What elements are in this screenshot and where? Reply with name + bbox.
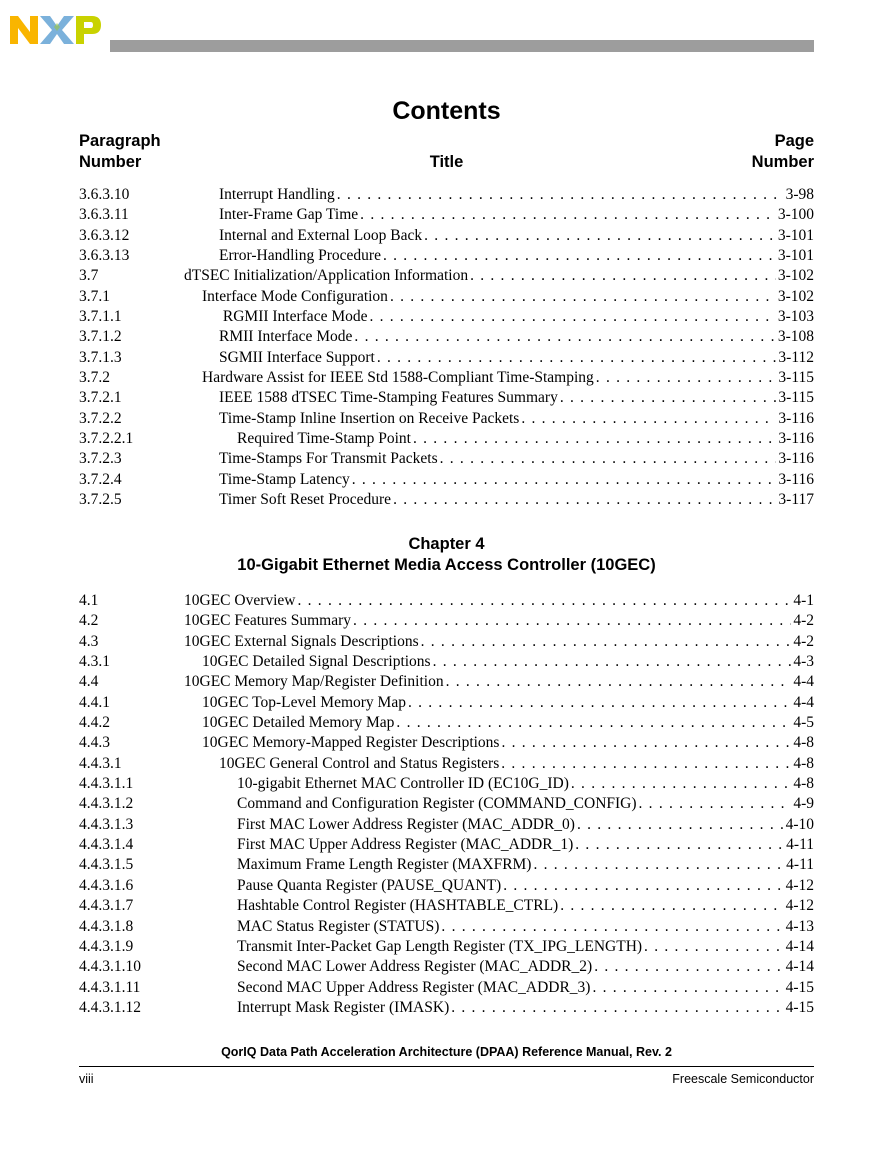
- footer-divider: [79, 1066, 814, 1067]
- toc-entry-number: 3.7.1.3: [79, 348, 122, 366]
- toc-leader-dots: [446, 672, 792, 692]
- toc-leader-dots: [390, 287, 776, 307]
- toc-entry-page: 4-8: [793, 734, 814, 752]
- toc-entry-number: 4.4.3.1.6: [79, 876, 134, 894]
- toc-entry[interactable]: [79, 835, 814, 855]
- toc-entry-page: 3-102: [777, 287, 814, 305]
- toc-leader-dots: [369, 307, 775, 327]
- toc-entry-number: 3.7.1.2: [79, 328, 122, 346]
- toc-entry-title: 10GEC Detailed Signal Descriptions: [202, 653, 431, 671]
- toc-entry-number: 4.4.3.1.10: [79, 958, 141, 976]
- toc-entry-page: 3-115: [778, 369, 814, 387]
- toc-entry-page: 4-14: [785, 937, 814, 955]
- toc-entry-line: [237, 855, 814, 875]
- toc-entry-line: [237, 876, 814, 896]
- toc-entry[interactable]: [79, 429, 814, 449]
- toc-entry-title: First MAC Upper Address Register (MAC_ADDR_1): [237, 836, 574, 854]
- toc-entry-page: 3-100: [777, 206, 814, 224]
- toc-leader-dots: [503, 876, 783, 896]
- toc-entry-title: 10GEC Memory-Mapped Register Descriptions: [202, 734, 500, 752]
- toc-entry[interactable]: [79, 998, 814, 1018]
- toc-entry-title: RGMII Interface Mode: [219, 308, 368, 326]
- toc-list-chapter-3: [79, 185, 814, 511]
- toc-leader-dots: [396, 713, 791, 733]
- toc-entry-number: 4.4.3.1.4: [79, 836, 134, 854]
- toc-entry[interactable]: [79, 205, 814, 225]
- toc-entry[interactable]: [79, 368, 814, 388]
- toc-entry-title: Error-Handling Procedure: [219, 247, 381, 265]
- toc-entry-line: [237, 978, 814, 998]
- toc-entry-line: [237, 998, 814, 1018]
- nxp-logo-icon: [10, 12, 102, 48]
- toc-entry-page: 4-4: [793, 693, 814, 711]
- toc-entry[interactable]: [79, 470, 814, 490]
- toc-entry-line: [184, 672, 814, 692]
- toc-leader-dots: [596, 368, 777, 388]
- toc-entry-title: Interface Mode Configuration: [202, 287, 388, 305]
- toc-entry-page: 4-13: [785, 917, 814, 935]
- toc-leader-dots: [383, 246, 776, 266]
- toc-entry-number: 4.3.1: [79, 653, 110, 671]
- toc-entry-title: Time-Stamp Inline Insertion on Receive Packets: [219, 409, 520, 427]
- toc-entry-title: RMII Interface Mode: [219, 328, 353, 346]
- page-heading-label: Page: [774, 132, 814, 150]
- toc-entry-number: 4.3: [79, 632, 99, 650]
- toc-entry-line: [219, 449, 814, 469]
- toc-entry-page: 4-12: [785, 897, 814, 915]
- toc-leader-dots: [393, 490, 776, 510]
- paragraph-heading-label: Paragraph: [79, 132, 161, 150]
- toc-entry-number: 4.2: [79, 612, 99, 630]
- toc-entry-title: Second MAC Lower Address Register (MAC_ADDR_2): [237, 958, 593, 976]
- toc-entry[interactable]: [79, 185, 814, 205]
- toc-entry[interactable]: [79, 611, 814, 631]
- toc-entry-title: Command and Configuration Register (COMMAND_CONFIG): [237, 795, 637, 813]
- toc-entry-number: 4.4.3.1.2: [79, 795, 134, 813]
- toc-leader-dots: [451, 998, 783, 1018]
- toc-entry-line: [219, 470, 814, 490]
- chapter-label: Chapter 4: [408, 535, 485, 553]
- toc-entry[interactable]: [79, 896, 814, 916]
- toc-entry-line: [202, 652, 814, 672]
- toc-entry-page: 4-2: [793, 632, 814, 650]
- header-bar: [110, 40, 814, 52]
- footer-company: Freescale Semiconductor: [672, 1072, 814, 1086]
- toc-entry[interactable]: [79, 733, 814, 753]
- toc-entry[interactable]: [79, 409, 814, 429]
- toc-entry-number: 4.4.3.1.5: [79, 856, 134, 874]
- toc-entry-title: SGMII Interface Support: [219, 348, 375, 366]
- toc-entry-number: 3.7.2.1: [79, 389, 122, 407]
- toc-entry-page: 4-4: [793, 673, 814, 691]
- toc-entry[interactable]: [79, 876, 814, 896]
- toc-entry-number: 3.6.3.13: [79, 247, 130, 265]
- toc-leader-dots: [470, 266, 776, 286]
- toc-leader-dots: [352, 470, 777, 490]
- toc-entry-number: 4.4: [79, 673, 99, 691]
- toc-entry-title: 10GEC Overview: [184, 592, 296, 609]
- toc-entry-number: 3.7.1.1: [79, 308, 122, 326]
- toc-entry-page: 4-1: [793, 592, 814, 609]
- toc-entry[interactable]: [79, 388, 814, 408]
- toc-list-chapter-4: [79, 591, 814, 1018]
- toc-entry-title: Required Time-Stamp Point: [237, 430, 411, 448]
- toc-entry-number: 4.4.1: [79, 693, 110, 711]
- toc-entry-number: 3.7.2.2.1: [79, 430, 134, 448]
- toc-entry-title: Hardware Assist for IEEE Std 1588-Compliant Time-Stamping: [202, 369, 594, 387]
- toc-entry-title: 10GEC Top-Level Memory Map: [202, 693, 406, 711]
- toc-entry[interactable]: [79, 794, 814, 814]
- toc-entry[interactable]: [79, 774, 814, 794]
- toc-entry-page: 3-101: [777, 226, 814, 244]
- toc-entry[interactable]: [79, 672, 814, 692]
- toc-entry-page: 3-115: [778, 389, 814, 407]
- toc-entry[interactable]: [79, 266, 814, 286]
- toc-entry-title: Inter-Frame Gap Time: [219, 206, 359, 224]
- toc-entry-number: 3.7: [79, 267, 99, 285]
- toc-entry-page: 4-3: [793, 653, 814, 671]
- toc-entry-page: 3-112: [778, 348, 814, 366]
- toc-entry-title: Time-Stamps For Transmit Packets: [219, 450, 438, 468]
- toc-entry-number: 4.4.3.1.11: [79, 978, 141, 996]
- toc-entry-line: [219, 754, 814, 774]
- toc-leader-dots: [337, 185, 784, 205]
- toc-leader-dots: [592, 978, 783, 998]
- footer-manual-title: QorIQ Data Path Acceleration Architecture (DPAA) Reference Manual, Rev. 2: [221, 1045, 672, 1059]
- toc-entry-title: Transmit Inter-Packet Gap Length Register (TX_IPG_LENGTH): [237, 937, 643, 955]
- toc-entry-line: [202, 713, 814, 733]
- toc-entry-number: 3.7.1: [79, 287, 110, 305]
- toc-entry[interactable]: [79, 226, 814, 246]
- toc-entry-page: 3-103: [777, 308, 814, 326]
- toc-entry[interactable]: [79, 246, 814, 266]
- toc-entry-title: Pause Quanta Register (PAUSE_QUANT): [237, 876, 502, 894]
- toc-entry[interactable]: [79, 713, 814, 733]
- toc-leader-dots: [353, 611, 791, 631]
- toc-entry-line: [219, 307, 814, 327]
- toc-leader-dots: [421, 632, 792, 652]
- toc-entry-title: Timer Soft Reset Procedure: [219, 491, 392, 509]
- toc-leader-dots: [441, 917, 783, 937]
- chapter-heading: [0, 534, 893, 576]
- toc-entry-line: [219, 490, 814, 510]
- toc-entry-number: 3.7.2.4: [79, 470, 122, 488]
- toc-entry-page: 3-108: [777, 328, 814, 346]
- toc-entry-page: 4-5: [793, 714, 814, 732]
- toc-entry-line: [237, 774, 814, 794]
- toc-leader-dots: [560, 388, 777, 408]
- toc-entry-number: 3.7.2.2: [79, 409, 122, 427]
- toc-entry-number: 3.6.3.12: [79, 226, 130, 244]
- toc-leader-dots: [501, 754, 791, 774]
- toc-entry-line: [237, 794, 814, 814]
- chapter-title: 10-Gigabit Ethernet Media Access Controller (10GEC): [237, 556, 656, 574]
- toc-leader-dots: [639, 794, 792, 814]
- toc-leader-dots: [413, 429, 776, 449]
- toc-entry-number: 4.4.3.1.9: [79, 937, 134, 955]
- toc-entry[interactable]: [79, 591, 814, 611]
- toc-entry[interactable]: [79, 937, 814, 957]
- toc-entry-line: [202, 693, 814, 713]
- toc-entry-title: dTSEC Initialization/Application Information: [184, 267, 469, 285]
- toc-entry-page: 3-116: [778, 409, 814, 427]
- toc-leader-dots: [377, 348, 777, 368]
- toc-leader-dots: [501, 733, 791, 753]
- toc-entry-number: 3.6.3.10: [79, 186, 130, 203]
- page-number-heading-label: Number: [751, 153, 814, 171]
- toc-leader-dots: [594, 957, 783, 977]
- toc-entry-title: Second MAC Upper Address Register (MAC_ADDR_3): [237, 978, 591, 996]
- toc-leader-dots: [577, 815, 784, 835]
- toc-entry[interactable]: [79, 348, 814, 368]
- toc-leader-dots: [533, 855, 784, 875]
- toc-entry[interactable]: [79, 978, 814, 998]
- toc-leader-dots: [575, 835, 784, 855]
- toc-entry-number: 4.4.3: [79, 734, 110, 752]
- toc-entry-title: 10GEC Memory Map/Register Definition: [184, 673, 444, 691]
- toc-entry-number: 3.7.2.3: [79, 450, 122, 468]
- toc-entry-page: 3-101: [777, 247, 814, 265]
- toc-entry-line: [202, 287, 814, 307]
- toc-entry-number: 3.6.3.11: [79, 206, 129, 224]
- toc-entry-page: 4-9: [793, 795, 814, 813]
- toc-entry-page: 4-11: [786, 856, 814, 874]
- toc-entry-page: 4-11: [786, 836, 814, 854]
- toc-entry-title: 10GEC Features Summary: [184, 612, 352, 630]
- toc-entry-line: [202, 368, 814, 388]
- toc-entry-number: 4.4.3.1.12: [79, 998, 141, 1016]
- toc-entry-number: 4.4.3.1.8: [79, 917, 134, 935]
- toc-entry-number: 3.7.2: [79, 369, 110, 387]
- toc-leader-dots: [298, 591, 792, 611]
- toc-entry-title: Interrupt Mask Register (IMASK): [237, 998, 450, 1016]
- toc-entry-title: 10GEC General Control and Status Registers: [219, 754, 500, 772]
- toc-entry-number: 3.7.2.5: [79, 491, 122, 509]
- toc-entry-line: [237, 835, 814, 855]
- toc-entry-line: [237, 917, 814, 937]
- toc-entry-line: [219, 409, 814, 429]
- number-heading-label: Number: [79, 153, 142, 171]
- toc-entry[interactable]: [79, 957, 814, 977]
- toc-entry[interactable]: [79, 917, 814, 937]
- toc-leader-dots: [433, 652, 792, 672]
- toc-entry[interactable]: [79, 632, 814, 652]
- toc-entry[interactable]: [79, 449, 814, 469]
- toc-entry-line: [219, 185, 814, 205]
- toc-entry[interactable]: [79, 287, 814, 307]
- toc-entry-title: 10-gigabit Ethernet MAC Controller ID (EC10G_ID): [237, 775, 569, 793]
- toc-entry-page: 4-14: [785, 958, 814, 976]
- page-number-label: viii: [79, 1072, 94, 1086]
- toc-entry-line: [237, 957, 814, 977]
- toc-entry[interactable]: [79, 754, 814, 774]
- toc-leader-dots: [360, 205, 776, 225]
- toc-entry-line: [184, 632, 814, 652]
- toc-entry-line: [219, 327, 814, 347]
- toc-entry-line: [184, 611, 814, 631]
- toc-entry-title: 10GEC External Signals Descriptions: [184, 632, 419, 650]
- toc-entry-number: 4.1: [79, 592, 99, 609]
- toc-entry-line: [237, 937, 814, 957]
- toc-entry-line: [219, 226, 814, 246]
- toc-leader-dots: [521, 409, 776, 429]
- toc-entry-title: Interrupt Handling: [219, 186, 335, 203]
- toc-entry-number: 4.4.3.1: [79, 754, 122, 772]
- toc-entry-title: Internal and External Loop Back: [219, 226, 423, 244]
- toc-leader-dots: [560, 896, 783, 916]
- toc-entry[interactable]: [79, 855, 814, 875]
- toc-entry-line: [202, 733, 814, 753]
- toc-leader-dots: [571, 774, 791, 794]
- toc-entry-page: 3-116: [778, 450, 814, 468]
- toc-entry[interactable]: [79, 490, 814, 510]
- toc-entry[interactable]: [79, 815, 814, 835]
- toc-entry-page: 4-8: [793, 775, 814, 793]
- toc-entry[interactable]: [79, 307, 814, 327]
- toc-entry-title: IEEE 1588 dTSEC Time-Stamping Features Summary: [219, 389, 558, 407]
- title-heading: Title: [429, 153, 464, 171]
- toc-entry-line: [237, 429, 814, 449]
- toc-entry-title: Hashtable Control Register (HASHTABLE_CTRL): [237, 897, 559, 915]
- toc-leader-dots: [644, 937, 784, 957]
- toc-entry-page: 3-116: [778, 430, 814, 448]
- toc-entry-page: 4-10: [785, 815, 814, 833]
- toc-leader-dots: [440, 449, 777, 469]
- toc-leader-dots: [424, 226, 776, 246]
- toc-entry[interactable]: [79, 327, 814, 347]
- toc-entry-number: 4.4.2: [79, 714, 110, 732]
- toc-entry-line: [219, 205, 814, 225]
- toc-entry-number: 4.4.3.1.7: [79, 897, 134, 915]
- toc-entry[interactable]: [79, 693, 814, 713]
- toc-leader-dots: [408, 693, 791, 713]
- toc-entry-line: [219, 246, 814, 266]
- toc-entry-page: 3-116: [778, 470, 814, 488]
- toc-entry-line: [184, 591, 814, 611]
- toc-entry-title: MAC Status Register (STATUS): [237, 917, 440, 935]
- toc-entry-page: 4-2: [793, 612, 814, 630]
- toc-entry-line: [219, 348, 814, 368]
- toc-entry-title: Maximum Frame Length Register (MAXFRM): [237, 856, 532, 874]
- toc-entry-title: Time-Stamp Latency: [219, 470, 350, 488]
- page-title: Contents: [392, 97, 501, 125]
- toc-entry-page: 4-15: [785, 978, 814, 996]
- toc-leader-dots: [354, 327, 775, 347]
- toc-entry-page: 3-98: [785, 186, 814, 203]
- toc-entry-number: 4.4.3.1.1: [79, 775, 134, 793]
- toc-entry-page: 3-117: [778, 491, 814, 509]
- page-number-heading: [752, 131, 814, 173]
- toc-entry-page: 4-8: [793, 754, 814, 772]
- toc-entry-number: 4.4.3.1.3: [79, 815, 134, 833]
- toc-entry[interactable]: [79, 652, 814, 672]
- toc-entry-line: [237, 815, 814, 835]
- toc-entry-line: [219, 388, 814, 408]
- nxp-logo: [10, 12, 102, 48]
- toc-entry-title: First MAC Lower Address Register (MAC_ADDR_0): [237, 815, 575, 833]
- toc-entry-line: [237, 896, 814, 916]
- toc-entry-page: 4-15: [785, 998, 814, 1016]
- toc-entry-page: 4-12: [785, 876, 814, 894]
- toc-entry-page: 3-102: [777, 267, 814, 285]
- toc-entry-line: [184, 266, 814, 286]
- toc-entry-title: 10GEC Detailed Memory Map: [202, 714, 395, 732]
